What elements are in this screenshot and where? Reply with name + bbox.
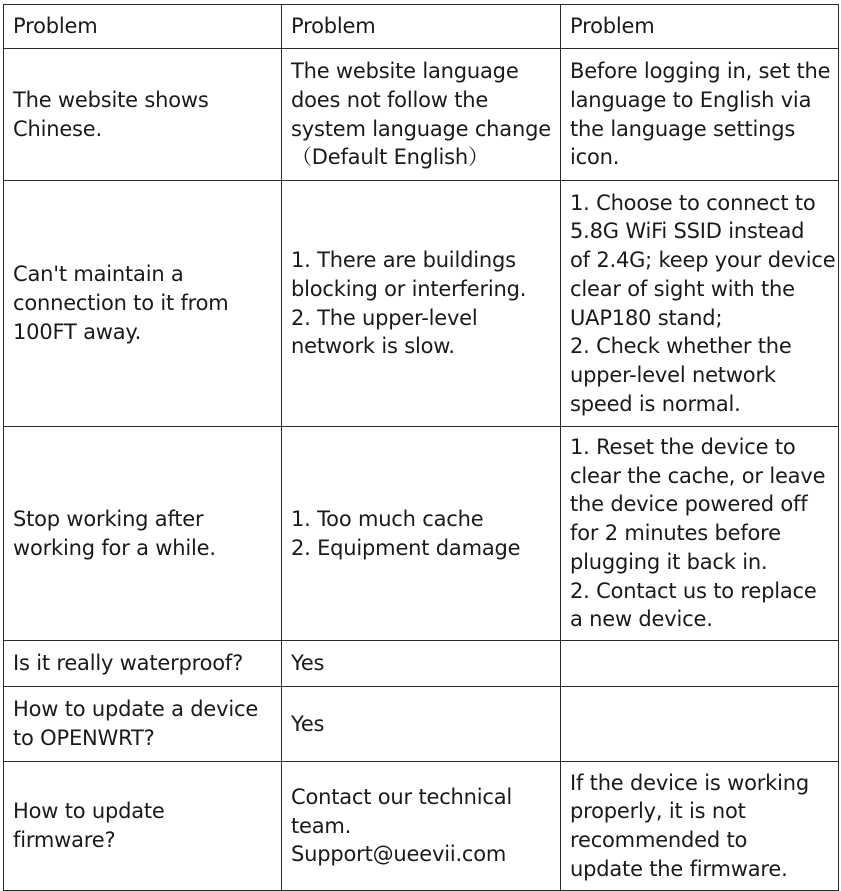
header-row (4, 5, 839, 49)
cell-line: Before logging in, set the (570, 59, 831, 84)
problem-cell (4, 687, 282, 762)
cell-line: recommended to (570, 828, 748, 852)
cell-line: 2. The upper-level (291, 305, 478, 330)
cell-line: does not follow the (291, 87, 489, 112)
problem-cell (4, 641, 282, 687)
header-text: Problem (570, 14, 655, 39)
cell-line: 1. Too much cache (291, 506, 484, 531)
header-cell-1 (4, 5, 282, 49)
problem-cell (4, 762, 282, 891)
cell-line: Yes (291, 651, 325, 676)
cell-line: How to update a device (13, 697, 259, 722)
cause-cell (282, 641, 561, 687)
support-email: Support@ueevii.com (291, 842, 507, 867)
cell-line: Contact our technical (291, 784, 513, 809)
cell-line: system language change (291, 116, 551, 141)
solution-cell (561, 49, 839, 181)
cell-line: If the device is working (570, 770, 809, 795)
cell-line: for 2 minutes before (570, 521, 781, 546)
cell-line: network is slow. (291, 334, 455, 359)
cell-line: 1. Choose to connect to (570, 190, 816, 215)
solution-cell (561, 181, 839, 427)
problem-cell (4, 49, 282, 181)
solution-cell (561, 687, 839, 762)
cell-line: 1. Reset the device to (570, 435, 796, 460)
table-row (4, 641, 839, 687)
header-cell-2 (282, 5, 561, 49)
cell-line: to OPENWRT? (13, 726, 155, 750)
cell-line: firmware? (13, 828, 116, 852)
cause-cell (282, 687, 561, 762)
cell-line: 5.8G WiFi SSID instead (570, 219, 805, 244)
cell-line: 2. Equipment damage (291, 535, 521, 560)
cell-line: （Default English） (291, 145, 489, 170)
table-row (4, 181, 839, 427)
cell-line: properly, it is not (570, 799, 746, 824)
solution-cell (561, 641, 839, 687)
cause-cell (282, 181, 561, 427)
cell-line: upper-level network (570, 362, 776, 387)
cell-line: speed is normal. (570, 391, 741, 416)
cell-line: Can't maintain a (13, 262, 184, 287)
cell-line: Is it really waterproof? (13, 651, 244, 676)
table-row (4, 427, 839, 641)
cell-line: 2. Contact us to replace (570, 578, 817, 603)
solution-cell (561, 427, 839, 641)
cell-line: a new device. (570, 607, 713, 632)
cell-line: team. (291, 813, 352, 838)
cell-line: the language settings (570, 116, 796, 141)
troubleshooting-table (3, 4, 839, 891)
cell-line: How to update (13, 799, 165, 824)
cell-line: plugging it back in. (570, 549, 768, 574)
cause-cell (282, 427, 561, 641)
solution-cell (561, 762, 839, 891)
header-text: Problem (13, 14, 98, 39)
cell-line: UAP180 stand; (570, 305, 723, 330)
table-row (4, 687, 839, 762)
cell-line: language to English via (570, 87, 812, 112)
cell-line: Yes (291, 711, 325, 736)
cell-line: 100FT away. (13, 319, 142, 344)
cell-line: the device powered off (570, 492, 808, 517)
cell-line: working for a while. (13, 535, 216, 560)
table-row (4, 49, 839, 181)
cell-line: clear of sight with the (570, 276, 795, 301)
cell-line: The website shows (13, 87, 209, 112)
cell-line: of 2.4G; keep your device (570, 248, 836, 273)
cell-line: connection to it from (13, 291, 229, 316)
cell-line: icon. (570, 145, 620, 170)
cause-cell (282, 762, 561, 891)
cell-line: The website language (291, 59, 519, 84)
problem-cell (4, 427, 282, 641)
header-text: Problem (291, 14, 376, 39)
cell-line: update the firmware. (570, 856, 788, 881)
header-cell-3 (561, 5, 839, 49)
problem-cell (4, 181, 282, 427)
cell-line: 1. There are buildings (291, 248, 516, 273)
cell-line: Stop working after (13, 506, 204, 531)
cell-line: blocking or interfering. (291, 276, 527, 301)
cell-line: clear the cache, or leave (570, 463, 826, 488)
cause-cell (282, 49, 561, 181)
cell-line: Chinese. (13, 116, 102, 141)
table-row (4, 762, 839, 891)
cell-line: 2. Check whether the (570, 334, 792, 359)
